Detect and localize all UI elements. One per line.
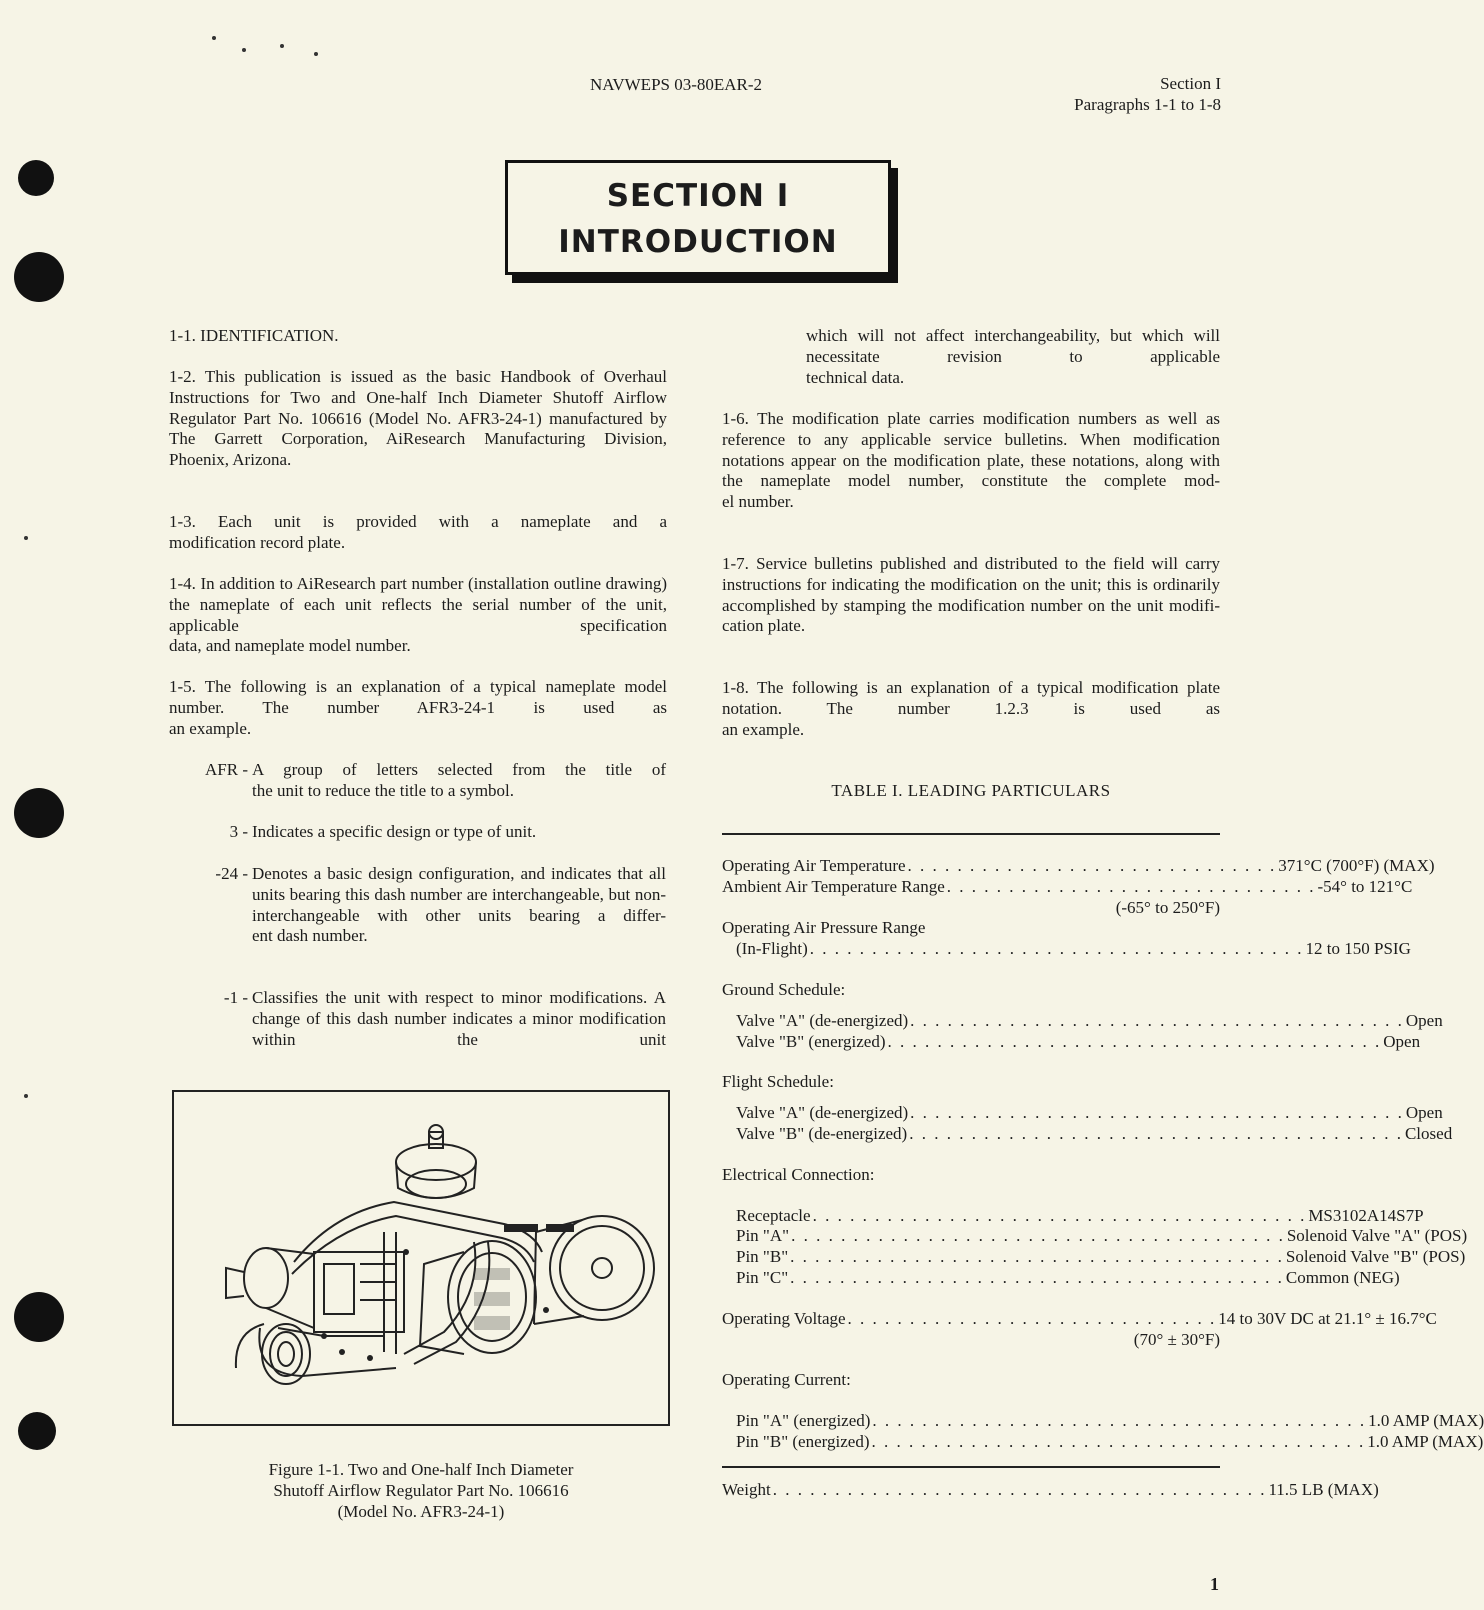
table-title: TABLE I. LEADING PARTICULARS — [831, 781, 1111, 800]
definition-1 — [223, 988, 666, 1050]
particular-label: Valve "B" (de-energized) — [736, 1123, 908, 1143]
particulars-table — [722, 856, 1484, 1453]
leader-dots: . . . . . . . . . . . . . . . . . . . . . . . . . . . . . . . . . . . . . . . . — [910, 1103, 1404, 1123]
leader-dots: . . . . . . . . . . . . . . . . . . . . . . . . . . . . . . . . . . . . . . . . — [910, 1010, 1404, 1030]
paragraph-1-8-body: 1-8. The following is an explanation of a typical modification plate notation. The number 1.2.3 is used as — [722, 678, 1220, 718]
paragraph-1-5 — [169, 677, 667, 739]
weight-row-wrap — [722, 1480, 1379, 1501]
leader-dots: . . . . . . . . . . . . . . . . . . . . . . . . . . . . . . . . . . . . . . . . — [809, 939, 1304, 959]
definition-text: Indicates a specific design or type of unit. — [252, 822, 537, 841]
leader-dots: . . . . . . . . . . . . . . . . . . . . . . . . . . . . . . . . . . . . . . . . — [909, 1123, 1403, 1143]
particular-label: Pin "A" (energized) — [736, 1411, 871, 1431]
section-label: Section I — [1160, 74, 1221, 93]
binder-hole — [14, 1292, 64, 1342]
paragraph-1-7 — [722, 554, 1220, 637]
definition-term: 3 - — [229, 822, 248, 841]
figure-caption-line: Figure 1-1. Two and One-half Inch Diameter — [268, 1460, 574, 1479]
figure-caption-line: Shutoff Airflow Regulator Part No. 106616 — [273, 1480, 569, 1500]
page-number: 1 — [1210, 1574, 1219, 1594]
particular-value: Open — [1405, 1010, 1443, 1030]
figure-caption — [172, 1460, 670, 1522]
leader-dots: . . . . . . . . . . . . . . . . . . . . . . . . . . . . . . . . . . . . . . . . — [790, 1247, 1284, 1267]
definition-24 — [215, 864, 666, 947]
paragraph-1-3-body: 1-3. Each unit is provided with a nameplate and a — [169, 512, 667, 531]
binder-hole — [14, 788, 64, 838]
particular-label: Pin "A" — [736, 1226, 790, 1246]
particular-row — [722, 1123, 1453, 1145]
definition-term: -24 - — [215, 864, 248, 883]
definition-afr — [205, 760, 666, 802]
particular-value: MS3102A14S7P — [1308, 1205, 1424, 1225]
particular-label: Ambient Air Temperature Range — [722, 876, 945, 896]
schedule-heading: Ground Schedule: — [722, 979, 846, 999]
particular-row — [722, 876, 1413, 898]
paragraph-1-3-tail: modification record plate. — [169, 532, 346, 552]
paragraph-1-8-tail: an example. — [722, 719, 805, 739]
paragraphs-label: Paragraphs 1-1 to 1-8 — [1074, 95, 1221, 114]
binder-hole — [18, 1412, 56, 1450]
airflow-regulator-illustration — [174, 1092, 668, 1424]
leader-dots: . . . . . . . . . . . . . . . . . . . . . . . . . . . . . . . . . . . . . . . . — [872, 1411, 1367, 1431]
table-top-rule — [722, 833, 1220, 835]
paragraph-1-6-body: 1-6. The modification plate carries modification numbers as well as reference to any applicable service bulletins. When modification notations appear on the modification plate, these notations, along with the nameplate model number, constitute the complete mod- — [722, 409, 1220, 491]
speck — [24, 1094, 28, 1098]
particular-label: Valve "B" (energized) — [736, 1031, 886, 1051]
paragraph-1-4-tail: data, and nameplate model number. — [169, 636, 411, 656]
particular-value: 11.5 LB (MAX) — [1268, 1480, 1379, 1499]
particular-value: Open — [1405, 1103, 1443, 1123]
paragraph-1-5-continued-body: which will not affect interchangeability, but which will necessitate revision to applicable — [806, 326, 1220, 366]
leader-dots: . . . . . . . . . . . . . . . . . . . . . . . . . . . . . . . . . . . . . . . . — [871, 1431, 1366, 1451]
paragraph-1-4-body: 1-4. In addition to AiResearch part number (installation outline drawing) the nameplate of each unit reflects the serial number of the unit, applicable specification — [169, 574, 667, 635]
definition-text: Denotes a basic design configuration, and indicates that all units bearing this dash number are interchangeable, but non-interchangeable with other units bearing a differ- — [252, 864, 666, 925]
particular-label: Receptacle — [736, 1205, 811, 1225]
particular-row — [722, 1267, 1400, 1289]
leader-dots: . . . . . . . . . . . . . . . . . . . . . . . . . . . . . . . . . . . . . . . . — [791, 1226, 1285, 1246]
leader-dots: . . . . . . . . . . . . . . . . . . . . . . . . . . . . . . . . . . . . . . . . — [772, 1480, 1267, 1499]
definition-term: -1 - — [223, 988, 248, 1007]
section-subtitle: INTRODUCTION — [558, 224, 838, 260]
schedule-heading: Electrical Connection: — [722, 1164, 875, 1184]
leader-dots: . . . . . . . . . . . . . . . . . . . . . . . . . . . . . . . . . . . . . . . . — [887, 1031, 1382, 1051]
particular-value: Solenoid Valve "B" (POS) — [1285, 1247, 1466, 1267]
paragraph-1-6 — [722, 409, 1220, 513]
particular-label: Operating Voltage — [722, 1308, 846, 1328]
binder-hole — [18, 160, 54, 196]
definition-term: AFR - — [205, 760, 248, 779]
leader-dots: . . . . . . . . . . . . . . . . . . . . . . . . . . . . . . — [907, 856, 1277, 875]
particular-label: Operating Air Temperature — [722, 856, 906, 875]
paragraph-1-3 — [169, 512, 667, 554]
particular-label: Pin "B" — [736, 1247, 789, 1267]
particular-row — [722, 1226, 1468, 1247]
speck — [314, 52, 318, 56]
section-title-box — [505, 160, 891, 275]
particular-row — [722, 1480, 1379, 1501]
speck — [280, 44, 284, 48]
definition-text: A group of letters selected from the title of — [252, 760, 666, 779]
particular-row — [722, 1031, 1421, 1053]
particular-row — [722, 1103, 1443, 1124]
speck — [212, 36, 216, 40]
particular-row — [722, 1308, 1437, 1330]
particular-row — [722, 1431, 1484, 1453]
definition-text-tail: the unit to reduce the title to a symbol. — [252, 780, 515, 800]
particular-label: Weight — [722, 1480, 771, 1499]
particular-value: Closed — [1404, 1123, 1453, 1143]
paragraph-1-5-body: 1-5. The following is an explanation of a typical nameplate model number. The number AFR3-24-1 is used as — [169, 677, 667, 717]
leader-dots: . . . . . . . . . . . . . . . . . . . . . . . . . . . . . . . . . . . . . . . . — [812, 1205, 1307, 1225]
paragraph-1-7-body: 1-7. Service bulletins published and distributed to the field will carry instructions for indicating the modification on the unit; this is ordinarily accomplished by stamping the modification number on the unit modifi- — [722, 554, 1220, 615]
speck — [242, 48, 246, 52]
particular-row — [722, 1010, 1443, 1032]
particular-label: Operating Air Pressure Range — [722, 918, 926, 938]
paragraph-1-5-continued — [806, 326, 1220, 388]
speck — [24, 536, 28, 540]
schedule-heading: Flight Schedule: — [722, 1072, 834, 1092]
particular-row — [722, 1411, 1484, 1432]
particular-row — [722, 1205, 1424, 1227]
definition-text-tail: ent dash number. — [252, 926, 368, 946]
table-inner-rule — [722, 1466, 1220, 1468]
binder-hole — [14, 252, 64, 302]
figure-caption-line: (Model No. AFR3-24-1) — [337, 1501, 505, 1521]
paragraph-1-2 — [169, 367, 667, 471]
definition-3 — [229, 822, 666, 843]
doc-number: NAVWEPS 03-80EAR-2 — [590, 75, 763, 94]
particular-value: 14 to 30V DC at 21.1° ± 16.7°C — [1218, 1308, 1437, 1328]
particular-value: 1.0 AMP (MAX) — [1367, 1431, 1484, 1451]
particular-value-continued: (-65° to 250°F) — [1115, 897, 1220, 917]
particular-row — [722, 1247, 1466, 1268]
paragraph-1-2-tail: Phoenix, Arizona. — [169, 450, 292, 470]
particular-value: Common (NEG) — [1285, 1267, 1400, 1287]
schedule-heading: Operating Current: — [722, 1370, 851, 1390]
particular-row — [722, 939, 1411, 960]
particular-value: 12 to 150 PSIG — [1305, 939, 1411, 959]
definition-text: Classifies the unit with respect to minor modifications. A change of this dash number indicates a minor modification within the unit — [252, 988, 666, 1049]
particular-label: Pin "C" — [736, 1267, 789, 1287]
particular-row — [722, 856, 1435, 877]
paragraph-1-2-body: 1-2. This publication is issued as the basic Handbook of Overhaul Instructions for Two and One-half Inch Diameter Shutoff Airflow Regulator Part No. 106616 (Model No. AFR3-24-1) manufactured by The Garrett Corporation, AiResearch Manufacturing Division, — [169, 367, 667, 449]
figure-frame — [172, 1090, 670, 1426]
particular-value: 1.0 AMP (MAX) — [1368, 1411, 1484, 1431]
paragraph-1-5-continued-tail: technical data. — [806, 367, 905, 387]
particular-value: Solenoid Valve "A" (POS) — [1286, 1226, 1468, 1246]
leader-dots: . . . . . . . . . . . . . . . . . . . . . . . . . . . . . . . . . . . . . . . . — [790, 1267, 1284, 1287]
leader-dots: . . . . . . . . . . . . . . . . . . . . . . . . . . . . . . — [847, 1308, 1217, 1328]
paragraph-1-6-tail: el number. — [722, 492, 794, 512]
paragraph-1-5-tail: an example. — [169, 718, 252, 738]
paragraph-1-8 — [722, 678, 1220, 740]
particular-label: Valve "A" (de-energized) — [736, 1010, 909, 1030]
section-title: SECTION I — [606, 178, 790, 214]
particular-value: 371°C (700°F) (MAX) — [1278, 856, 1435, 875]
paragraph-1-1: 1-1. IDENTIFICATION. — [169, 326, 339, 345]
particular-label: Valve "A" (de-energized) — [736, 1103, 909, 1123]
particular-value-continued: (70° ± 30°F) — [1133, 1329, 1220, 1349]
leader-dots: . . . . . . . . . . . . . . . . . . . . . . . . . . . . . . — [946, 876, 1316, 896]
paragraph-1-7-tail: cation plate. — [722, 616, 806, 636]
particular-label: (In-Flight) — [736, 939, 808, 959]
particular-value: -54° to 121°C — [1317, 876, 1413, 896]
particular-label: Pin "B" (energized) — [736, 1431, 870, 1451]
paragraph-1-4 — [169, 574, 667, 657]
particular-value: Open — [1383, 1031, 1421, 1051]
